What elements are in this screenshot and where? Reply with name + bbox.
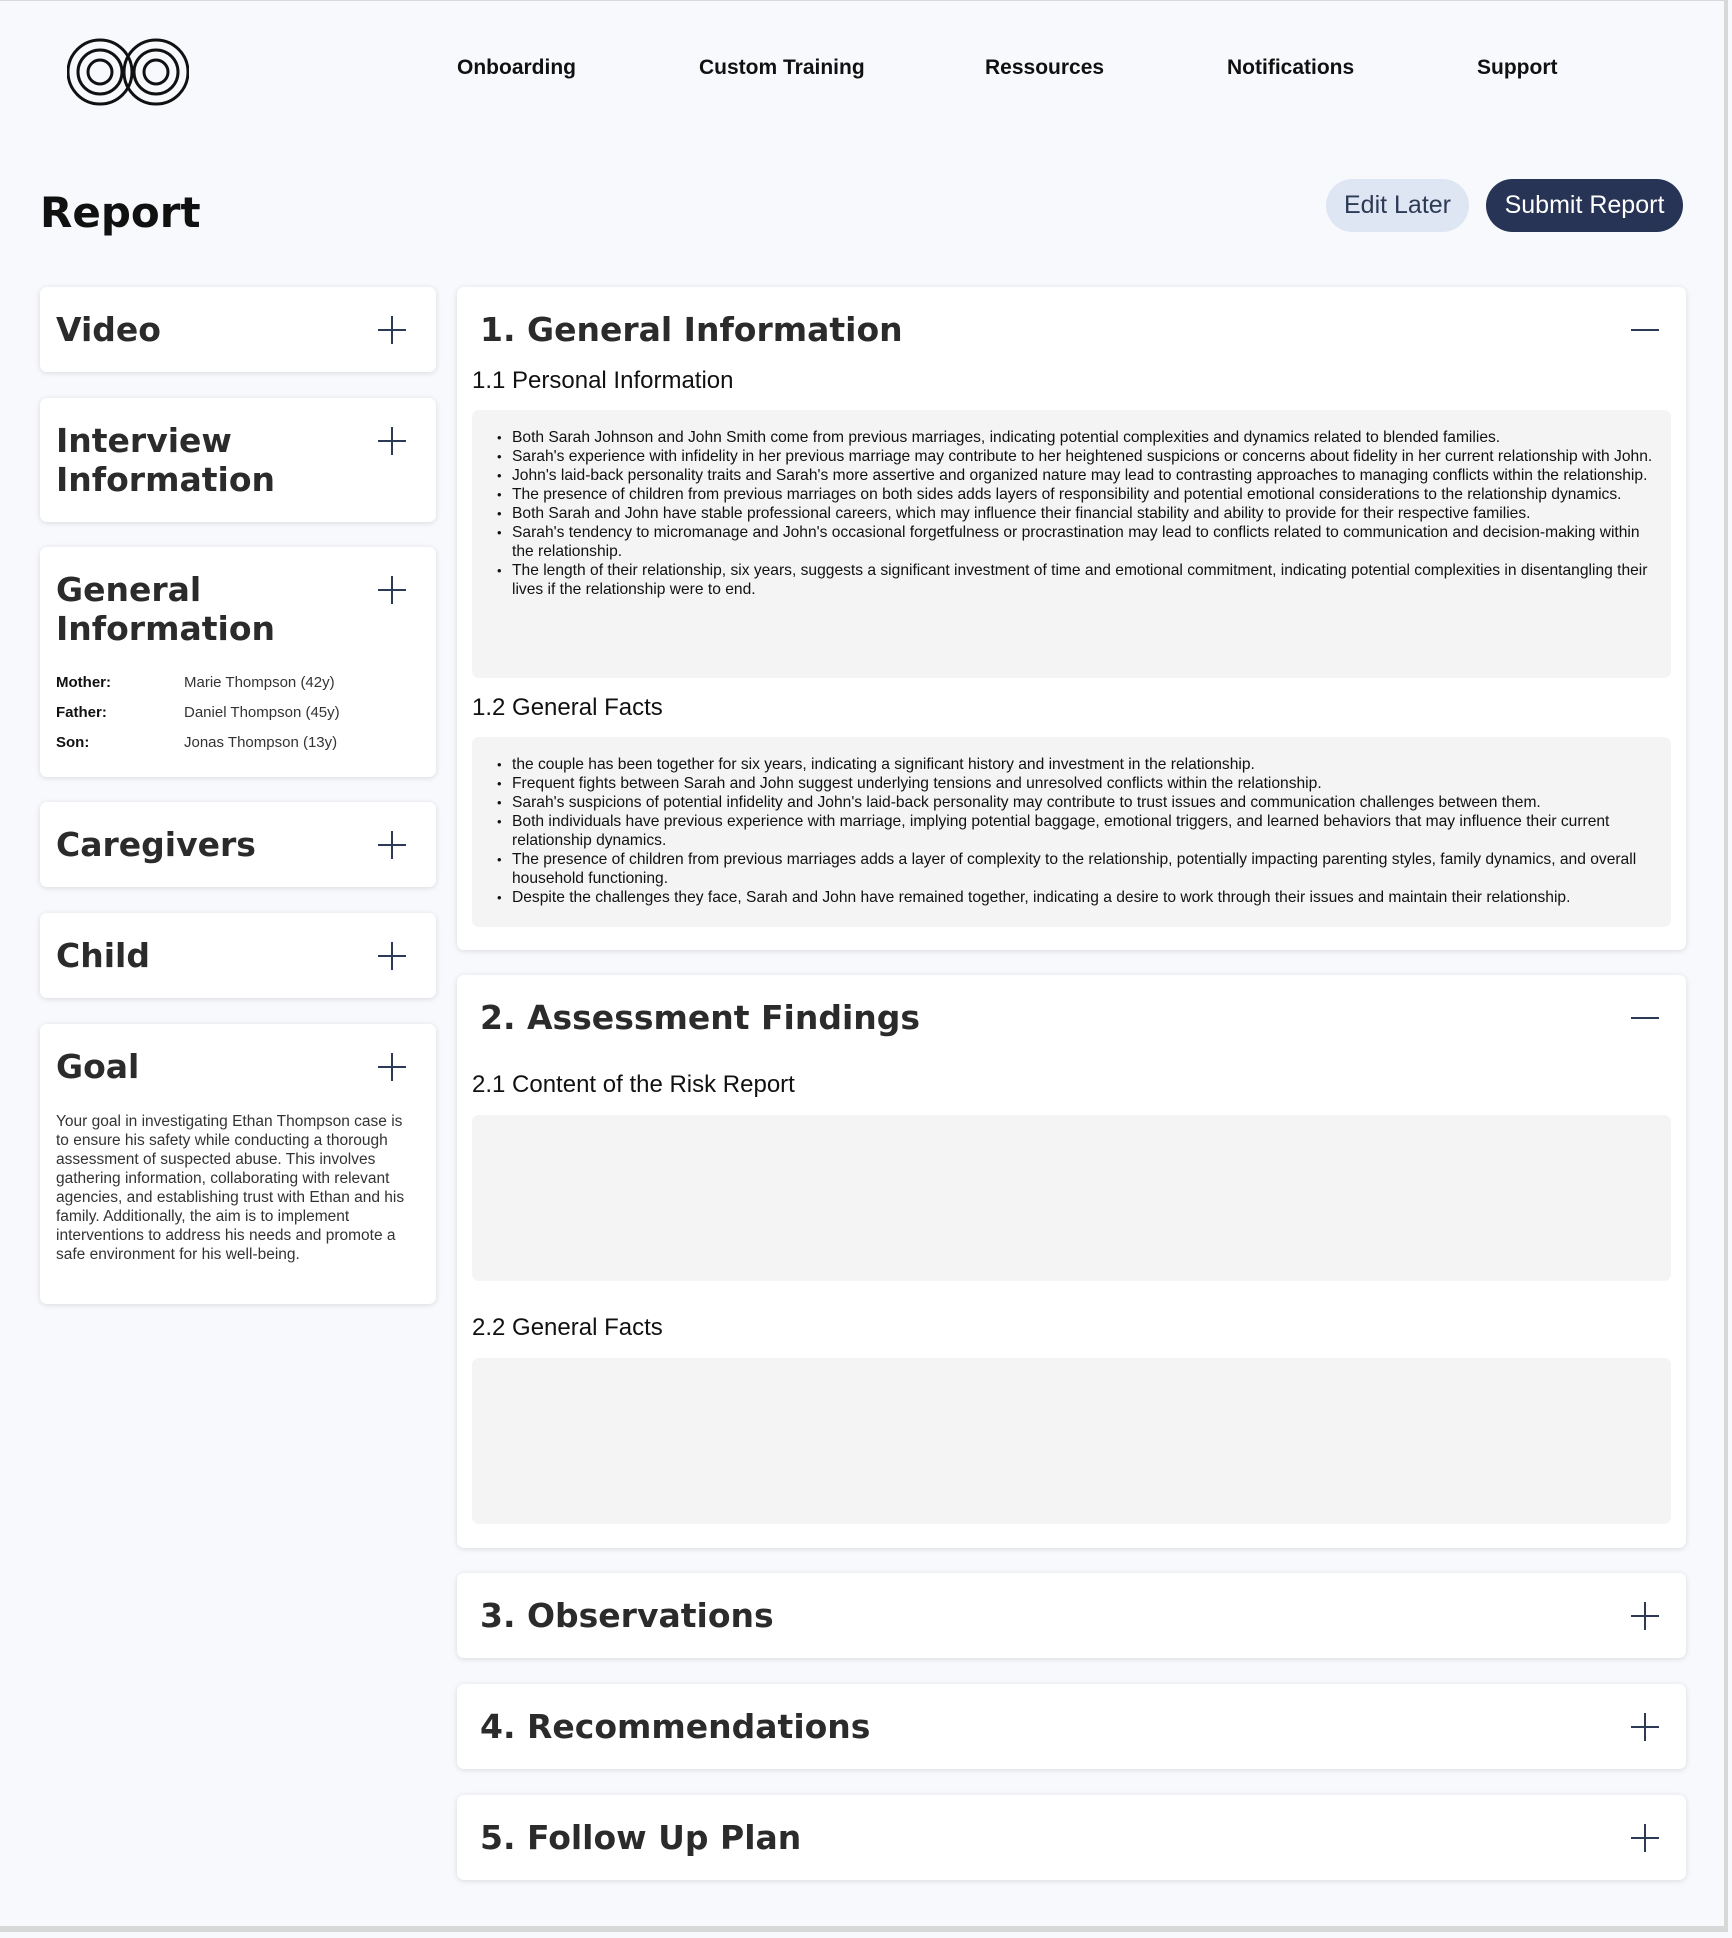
nav-ressources[interactable]: Ressources [985,56,1105,79]
nav-custom-training[interactable]: Custom Training [699,56,865,79]
personal-information-list [472,410,1671,599]
section-title: 2. Assessment Findings [480,998,921,1037]
list-item: • Both Sarah and John have stable professional careers, which may influence their financial stability and ability to provide for their respective families. [497,504,1656,523]
nav-support[interactable]: Support [1477,56,1558,79]
sidebar-card-caregivers[interactable] [40,802,436,887]
list-item: • Sarah's experience with infidelity in her previous marriage may contribute to her heightened suspicions or concerns about fidelity in her current relationship with John. [497,447,1656,466]
sidebar-card-interview[interactable] [40,398,436,522]
section-recommendations[interactable] [457,1684,1686,1769]
edit-later-button[interactable]: Edit Later [1326,179,1469,232]
card-title: Child [56,936,150,975]
minus-icon[interactable] [1631,316,1659,344]
section-title: 3. Observations [480,1596,774,1635]
main-nav [0,56,1732,88]
subsection-title: 2.2 General Facts [472,1314,663,1341]
list-item: • Despite the challenges they face, Sarah and John have remained together, indicating a desire to work through their issues and maintain their relationship. [497,888,1656,907]
list-item: • Both Sarah Johnson and John Smith come from previous marriages, indicating potential complexities and dynamics related to blended families. [497,428,1656,447]
sidebar-card-general[interactable] [40,547,436,777]
section-title: 1. General Information [480,310,903,349]
nav-notifications[interactable]: Notifications [1227,56,1355,79]
sidebar-card-child[interactable] [40,913,436,998]
list-item: • Frequent fights between Sarah and John suggest underlying tensions and unresolved conflicts within the relationship. [497,774,1656,793]
family-role: Father: [56,704,107,721]
section-observations[interactable] [457,1573,1686,1658]
plus-icon[interactable] [378,942,406,970]
card-title: Interview Information [56,421,275,499]
general-facts-list [472,737,1671,907]
plus-icon[interactable] [1631,1602,1659,1630]
list-item: • The presence of children from previous marriages on both sides adds layers of responsibility and potential emotional considerations to the relationship dynamics. [497,485,1656,504]
risk-report-input[interactable] [472,1115,1671,1281]
personal-information-box [472,410,1671,678]
plus-icon[interactable] [378,831,406,859]
section-follow-up-plan[interactable] [457,1795,1686,1880]
list-item: • the couple has been together for six years, indicating a significant history and investment in the relationship. [497,755,1656,774]
sidebar-card-video[interactable] [40,287,436,372]
card-title: General Information [56,570,275,648]
section-title: 5. Follow Up Plan [480,1818,802,1857]
submit-report-button[interactable]: Submit Report [1486,179,1683,232]
plus-icon[interactable] [378,427,406,455]
section-assessment-findings [457,975,1686,1548]
subsection-title: 1.1 Personal Information [472,367,734,394]
section-title: 4. Recommendations [480,1707,871,1746]
sidebar-card-goal[interactable] [40,1024,436,1304]
card-title: Goal [56,1047,140,1086]
nav-onboarding[interactable]: Onboarding [457,56,576,79]
family-member: Daniel Thompson (45y) [184,704,340,721]
subsection-title: 2.1 Content of the Risk Report [472,1071,795,1098]
family-member: Marie Thompson (42y) [184,674,335,691]
general-facts-box [472,737,1671,927]
plus-icon[interactable] [378,576,406,604]
list-item: • The length of their relationship, six years, suggests a significant investment of time and emotional commitment, indicating potential complexities in disentangling their lives if the relationship were to end. [497,561,1656,599]
list-item: • John's laid-back personality traits and Sarah's more assertive and organized nature may lead to contrasting approaches to managing conflicts within the relationship. [497,466,1656,485]
list-item: • Sarah's tendency to micromanage and John's occasional forgetfulness or procrastination may lead to conflicts related to communication and decision-making within the relationship. [497,523,1656,561]
family-role: Mother: [56,674,111,691]
family-role: Son: [56,734,90,751]
plus-icon[interactable] [378,316,406,344]
plus-icon[interactable] [1631,1713,1659,1741]
section-general-information [457,287,1686,950]
list-item: • Both individuals have previous experience with marriage, implying potential baggage, emotional triggers, and learned behaviors that may influence their current relationship dynamics. [497,812,1656,850]
minus-icon[interactable] [1631,1004,1659,1032]
plus-icon[interactable] [1631,1824,1659,1852]
list-item: • Sarah's suspicions of potential infidelity and John's laid-back personality may contribute to trust issues and communication challenges between them. [497,793,1656,812]
card-title: Video [56,310,161,349]
list-item: • The presence of children from previous marriages adds a layer of complexity to the relationship, potentially impacting parenting styles, family dynamics, and overall household functioning. [497,850,1656,888]
plus-icon[interactable] [378,1053,406,1081]
goal-text: Your goal in investigating Ethan Thompson case is to ensure his safety while conducting a thorough assessment of suspected abuse. This involves gathering information, collaborating with relevant agencies, and establishing trust with Ethan and his family. Additionally, the aim is to implement interventions to address his needs and promote a safe environment for his well-being. [56,1113,405,1263]
card-title: Caregivers [56,825,256,864]
subsection-title: 1.2 General Facts [472,694,663,721]
general-facts-input[interactable] [472,1358,1671,1524]
family-member: Jonas Thompson (13y) [184,734,338,751]
page-title: Report [40,188,201,237]
